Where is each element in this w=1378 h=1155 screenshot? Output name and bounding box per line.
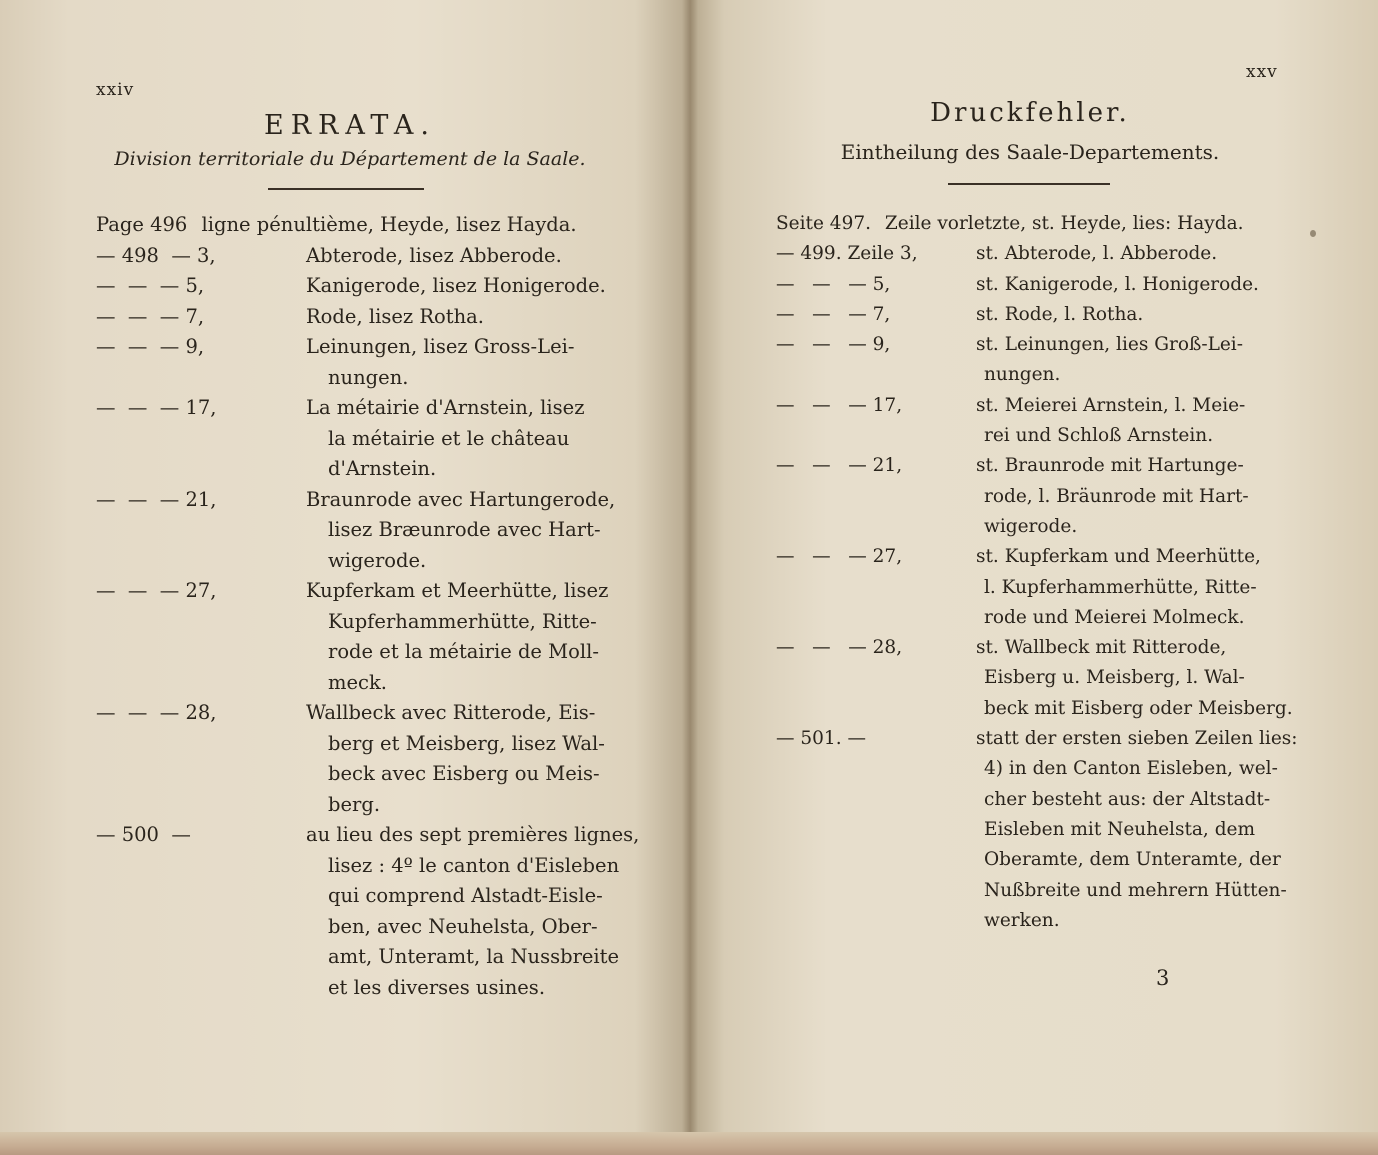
entry-line: lisez Bræunrode avec Hart- <box>328 518 601 541</box>
entry-reference: — — — 21, <box>776 455 903 477</box>
entry-line: st. Leinungen, lies Groß-Lei- <box>976 334 1243 356</box>
entry-line: cher besteht aus: der Altstadt- <box>984 788 1271 810</box>
errata-entry <box>96 332 616 393</box>
errata-entry <box>96 241 616 272</box>
entry-line: beck avec Eisberg ou Meis- <box>328 762 600 785</box>
entry-line: beck mit Eisberg oder Meisberg. <box>984 697 1293 719</box>
errata-entry <box>776 633 1293 724</box>
entry-line: werken. <box>984 909 1060 931</box>
entry-line: rode et la métairie de Moll- <box>328 640 599 663</box>
entry-line: et les diverses usines. <box>328 975 546 999</box>
right-page-subtitle: Eintheilung des Saale-Departements. <box>840 140 1220 164</box>
entry-line: Oberamte, dem Unteramte, der <box>984 849 1281 871</box>
errata-entry <box>96 271 616 302</box>
entry-line: ben, avec Neuhelsta, Ober- <box>328 914 598 938</box>
errata-entry <box>776 209 1286 239</box>
errata-entry <box>776 300 1286 330</box>
entry-line: st. Kupferkam und Meerhütte, <box>976 546 1261 568</box>
entry-line: 4) in den Canton Eisleben, wel- <box>984 758 1278 780</box>
entry-reference: — — — 7, <box>776 303 891 325</box>
entry-line: rode und Meierei Molmeck. <box>984 606 1245 628</box>
entry-line: Leinungen, lisez Gross-Lei- <box>306 335 575 358</box>
entry-line: Wallbeck avec Ritterode, Eis- <box>306 701 596 724</box>
entry-line: st. Meierei Arnstein, l. Meie- <box>976 394 1246 416</box>
entry-reference: — 498 — 3, <box>96 243 216 267</box>
entry-reference: — — — 7, <box>96 304 205 328</box>
ink-spot <box>1310 230 1316 237</box>
entry-line: ligne pénultième, Heyde, lisez Hayda. <box>201 213 577 236</box>
entry-line: st. Rode, l. Rotha. <box>976 303 1144 325</box>
entry-line: nungen. <box>328 365 409 389</box>
entry-line: Abterode, lisez Abberode. <box>306 243 562 267</box>
errata-entry <box>96 576 616 698</box>
entry-reference: — — — 17, <box>96 396 217 419</box>
errata-entry <box>776 270 1286 300</box>
entry-line: wigerode. <box>984 515 1078 537</box>
entry-line: berg. <box>328 792 381 816</box>
entry-line: st. Braunrode mit Hartunge- <box>976 455 1244 477</box>
entry-line: meck. <box>328 670 387 694</box>
errata-entry <box>776 542 1286 633</box>
right-page-title: Druckfehler. <box>930 98 1130 128</box>
entry-reference: Page 496 <box>96 213 188 236</box>
right-title-rule <box>948 183 1110 185</box>
left-page-number: xxiv <box>96 80 135 100</box>
page-bottom-edge <box>0 1132 1378 1155</box>
errata-entry <box>96 302 616 333</box>
signature-mark: 3 <box>1156 966 1170 990</box>
left-page-subtitle: Division territoriale du Département de la Saale. <box>114 148 586 170</box>
right-page <box>690 0 1378 1155</box>
left-errata-list <box>96 210 640 1003</box>
right-errata-list <box>776 209 1298 936</box>
errata-entry <box>96 820 640 1003</box>
errata-entry <box>96 485 616 577</box>
entry-line: Braunrode avec Hartungerode, <box>306 487 616 511</box>
entry-line: au lieu des sept premières lignes, <box>306 823 640 846</box>
entry-line: qui comprend Alstadt-Eisle- <box>328 884 603 907</box>
entry-line: l. Kupferhammerhütte, Ritte- <box>984 576 1257 598</box>
errata-entry <box>776 391 1286 452</box>
entry-line: Zeile vorletzte, st. Heyde, lies: Hayda. <box>884 213 1244 234</box>
book-gutter <box>682 0 698 1155</box>
entry-reference: — — — 28, <box>776 637 903 659</box>
errata-entry <box>776 239 1286 269</box>
entry-reference: — — — 21, <box>96 487 217 511</box>
entry-line: rei und Schloß Arnstein. <box>984 425 1214 447</box>
entry-reference: — — — 27, <box>776 546 903 568</box>
entry-line: st. Abterode, l. Abberode. <box>976 243 1218 265</box>
entry-reference: — — — 5, <box>96 274 205 297</box>
entry-reference: — 500 — <box>96 823 191 846</box>
errata-entry <box>96 698 616 820</box>
entry-line: la métairie et le château <box>328 426 570 450</box>
errata-entry <box>776 451 1286 542</box>
entry-reference: — — — 17, <box>776 394 903 416</box>
entry-line: wigerode. <box>328 548 427 572</box>
entry-line: Rode, lisez Rotha. <box>306 304 484 328</box>
entry-line: Eisleben mit Neuhelsta, dem <box>984 818 1256 840</box>
entry-line: st. Wallbeck mit Ritterode, <box>976 637 1227 659</box>
entry-line: Nußbreite und mehrern Hütten- <box>984 879 1287 901</box>
errata-entry <box>96 210 616 241</box>
entry-line: rode, l. Bräunrode mit Hart- <box>984 485 1249 507</box>
errata-entry <box>776 330 1286 391</box>
entry-reference: — 501. — <box>776 728 866 750</box>
entry-reference: — — — 9, <box>96 335 205 358</box>
entry-reference: — — — 5, <box>776 273 891 295</box>
entry-reference: — — — 27, <box>96 579 217 602</box>
entry-reference: — 499. Zeile 3, <box>776 243 918 265</box>
entry-line: berg et Meisberg, lisez Wal- <box>328 731 605 755</box>
entry-reference: — — — 9, <box>776 334 891 356</box>
entry-line: La métairie d'Arnstein, lisez <box>306 396 585 419</box>
entry-line: Eisberg u. Meisberg, l. Wal- <box>984 667 1245 689</box>
left-page-title: ERRATA. <box>263 110 436 141</box>
right-page-number: xxv <box>1246 62 1278 82</box>
entry-line: amt, Unteramt, la Nussbreite <box>328 945 620 968</box>
errata-entry <box>96 393 616 485</box>
entry-line: st. Kanigerode, l. Honigerode. <box>976 273 1259 295</box>
entry-line: nungen. <box>984 364 1061 386</box>
entry-line: statt der ersten sieben Zeilen lies: <box>976 728 1298 750</box>
left-title-rule <box>268 188 424 190</box>
entry-reference: — — — 28, <box>96 701 217 724</box>
errata-entry <box>776 724 1298 936</box>
entry-line: lisez : 4º le canton d'Eisleben <box>328 853 620 877</box>
entry-reference: Seite 497. <box>776 213 871 234</box>
entry-line: Kupferkam et Meerhütte, lisez <box>306 579 609 602</box>
entry-line: Kupferhammerhütte, Ritte- <box>328 609 597 633</box>
entry-line: Kanigerode, lisez Honigerode. <box>306 274 606 297</box>
entry-line: d'Arnstein. <box>328 457 437 480</box>
